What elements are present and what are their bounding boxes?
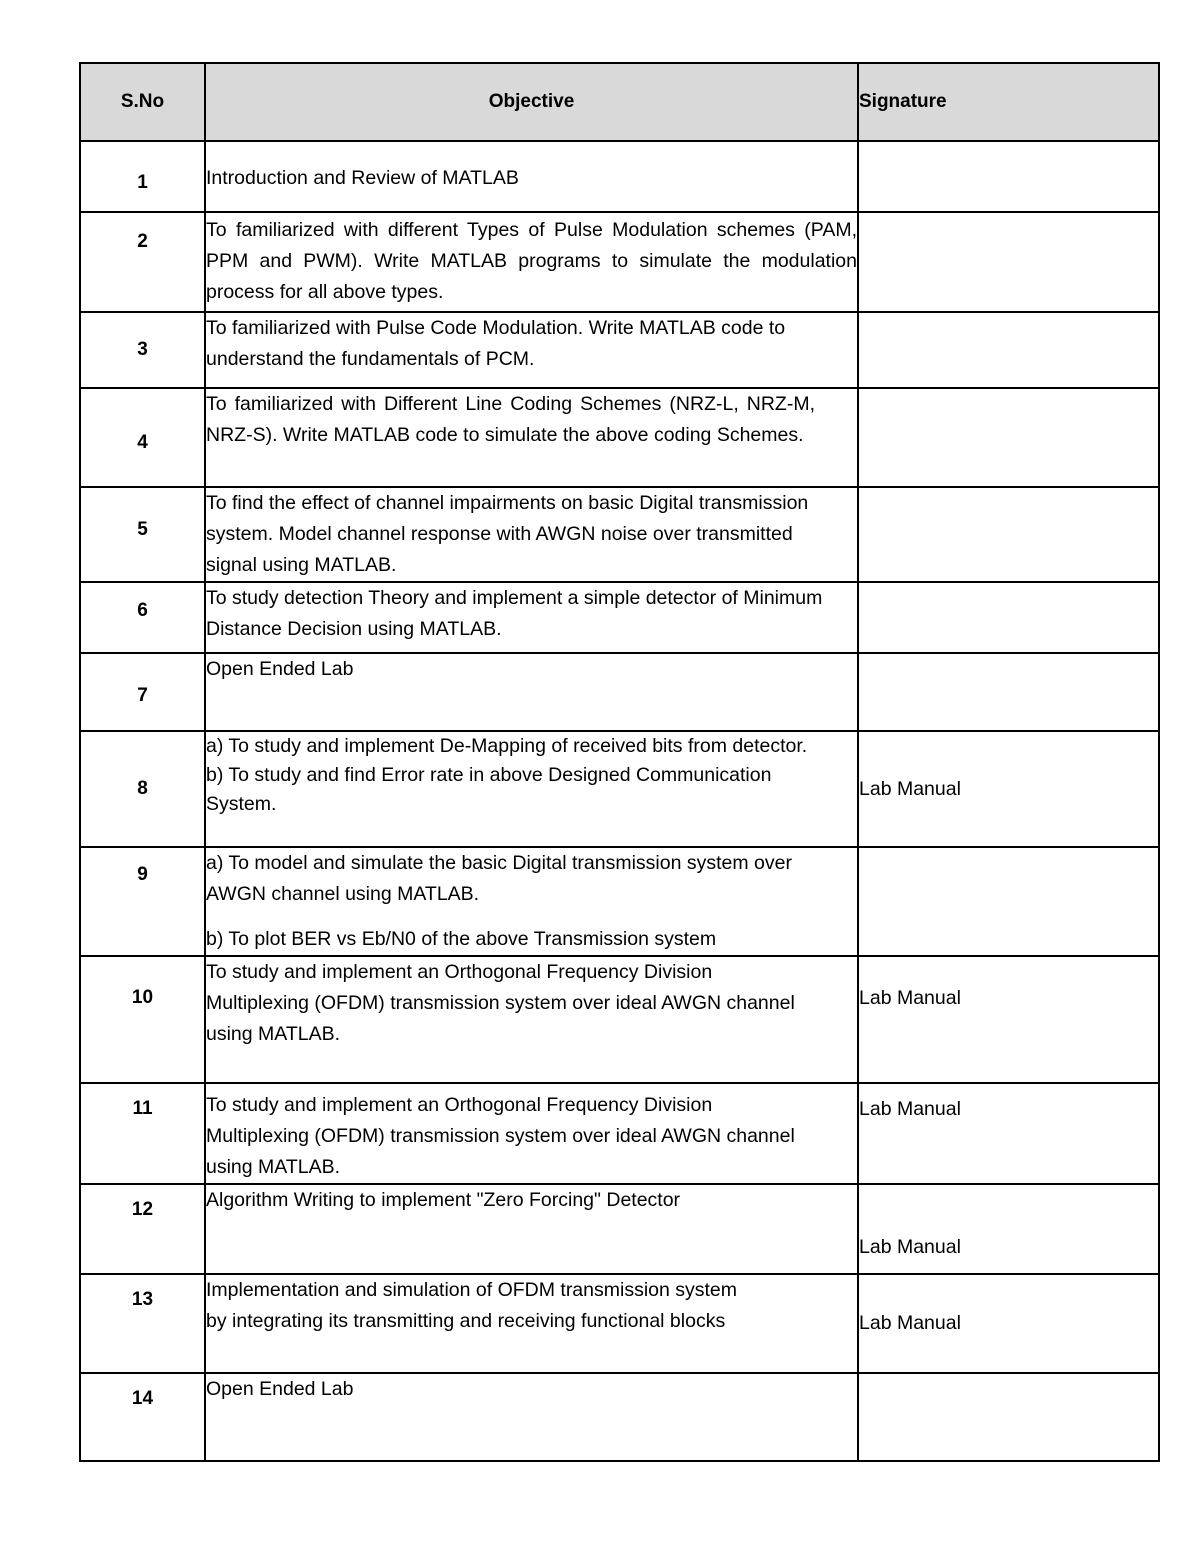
row-objective: To familiarized with different Types of Pulse Modulation schemes (PAM, PPM and PWM). Write MATLAB programs to simulate the modulation process for all above types. [205,212,858,312]
row-sno: 1 [80,141,205,212]
table-row [80,731,1159,847]
row-sno: 4 [80,388,205,487]
row-sno: 2 [80,212,205,312]
table-row [80,312,1159,388]
header-objective: Objective [205,63,858,141]
row-signature [858,312,1159,388]
table-row [80,1274,1159,1373]
row-objective: Implementation and simulation of OFDM transmission system by integrating its transmitting and receiving functional blocks [205,1274,858,1373]
row-signature [858,582,1159,653]
table-row [80,653,1159,731]
row-signature [858,1373,1159,1461]
row-objective: To study detection Theory and implement a simple detector of Minimum Distance Decision using MATLAB. [205,582,858,653]
row-objective: To study and implement an Orthogonal Frequency Division Multiplexing (OFDM) transmission system over ideal AWGN channel using MATLAB. [205,956,858,1083]
table-row [80,1373,1159,1461]
row-signature: Lab Manual [858,956,1159,1083]
objective-part-b: b) To study and find Error rate in above Designed Communication System. [206,764,772,815]
row-sno: 3 [80,312,205,388]
row-sno: 10 [80,956,205,1083]
row-sno: 8 [80,731,205,847]
row-sno: 14 [80,1373,205,1461]
row-signature [858,141,1159,212]
table-row [80,582,1159,653]
table-row [80,212,1159,312]
objective-part-b: b) To plot BER vs Eb/N0 of the above Transmission system [206,928,717,950]
objective-part-a: a) To model and simulate the basic Digital transmission system over AWGN channel using MATLAB. [206,852,792,905]
table-row [80,487,1159,582]
row-signature: Lab Manual [858,1083,1159,1184]
row-sno: 9 [80,847,205,956]
row-signature: Lab Manual [858,1184,1159,1274]
header-sno: S.No [80,63,205,141]
lab-objectives-table [79,62,1160,1462]
row-signature: Lab Manual [858,731,1159,847]
row-sno: 5 [80,487,205,582]
row-sno: 6 [80,582,205,653]
row-signature: Lab Manual [858,1274,1159,1373]
row-objective: To find the effect of channel impairments on basic Digital transmission system. Model channel response with AWGN noise over transmitted signal using MATLAB. [205,487,858,582]
row-signature [858,653,1159,731]
row-sno: 11 [80,1083,205,1184]
row-signature [858,487,1159,582]
header-row [80,63,1159,141]
objective-part-a: a) To study and implement De-Mapping of received bits from detector. [206,735,808,757]
row-objective: To study and implement an Orthogonal Frequency Division Multiplexing (OFDM) transmission system over ideal AWGN channel using MATLAB. [205,1083,858,1184]
table-row [80,956,1159,1083]
row-sno: 12 [80,1184,205,1274]
table-row [80,847,1159,956]
row-objective: Introduction and Review of MATLAB [205,141,858,212]
row-signature [858,847,1159,956]
row-sno: 13 [80,1274,205,1373]
row-objective [205,847,858,956]
row-objective: Algorithm Writing to implement "Zero Forcing" Detector [205,1184,858,1274]
row-objective: To familiarized with Different Line Coding Schemes (NRZ-L, NRZ-M, NRZ-S). Write MATLAB code to simulate the above coding Schemes. [205,388,858,487]
row-objective: Open Ended Lab [205,653,858,731]
header-signature: Signature [858,63,1159,141]
row-sno: 7 [80,653,205,731]
row-objective: Open Ended Lab [205,1373,858,1461]
table-row [80,1184,1159,1274]
row-objective: To familiarized with Pulse Code Modulation. Write MATLAB code to understand the fundamentals of PCM. [205,312,858,388]
row-signature [858,388,1159,487]
table-row [80,1083,1159,1184]
row-signature [858,212,1159,312]
row-objective [205,731,858,847]
table-row [80,388,1159,487]
table-row [80,141,1159,212]
